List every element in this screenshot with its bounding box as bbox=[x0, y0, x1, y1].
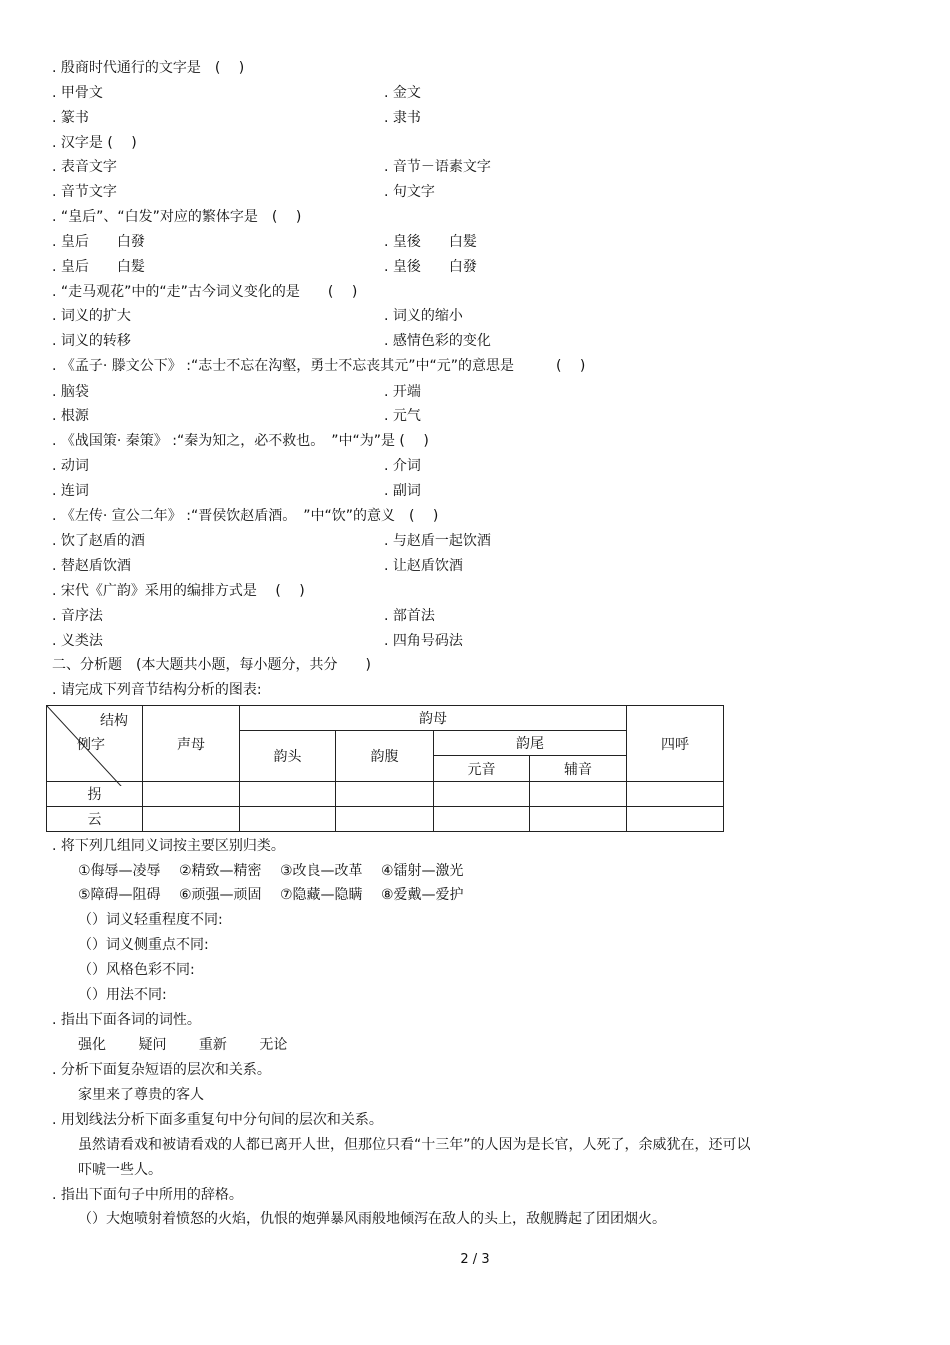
example-char-guai: 拐 bbox=[47, 782, 143, 807]
q4-stem: . “走马观花”中的“走”古今词义变化的是 ( ) bbox=[52, 284, 358, 300]
q3-option-a: . 皇后 白發 bbox=[52, 234, 145, 250]
q5-option-a: . 脑袋 bbox=[52, 384, 89, 400]
q2-option-c: . 音节文字 bbox=[52, 184, 117, 200]
blank-cell[interactable] bbox=[530, 807, 627, 832]
analysis-2-stem: . 将下列几组同义词按主要区别归类。 bbox=[52, 838, 285, 854]
q8-stem: . 宋代《广韵》采用的编排方式是 ( ) bbox=[52, 583, 305, 599]
q3-stem: . “皇后”、“白发”对应的繁体字是 ( ) bbox=[52, 209, 302, 225]
section-two-heading: 二、分析题 (本大题共小题，每小题分，共分 ) bbox=[52, 657, 371, 673]
category-3: （）风格色彩不同: bbox=[78, 962, 195, 978]
category-2: （）词义侧重点不同: bbox=[78, 937, 209, 953]
q3-option-c: . 皇后 白髮 bbox=[52, 259, 145, 275]
synonym-row-2: ⑤障碍—阻碍 ⑥顽强—顽固 ⑦隐藏—隐瞒 ⑧爱戴—爱护 bbox=[78, 887, 464, 903]
q5-option-c: . 根源 bbox=[52, 408, 89, 424]
q8-option-d: . 四角号码法 bbox=[384, 633, 463, 649]
analysis-1-stem: . 请完成下列音节结构分析的图表: bbox=[52, 682, 262, 698]
page-number: 2 / 3 bbox=[460, 1252, 490, 1267]
q4-option-a: . 词义的扩大 bbox=[52, 308, 131, 324]
q6-option-c: . 连词 bbox=[52, 483, 89, 499]
header-sihu: 四呼 bbox=[627, 706, 724, 782]
blank-cell[interactable] bbox=[627, 782, 724, 807]
q5-stem: . 《孟子· 滕文公下》 :“志士不忘在沟壑，勇士不忘丧其元”中“元”的意思是 ( ) bbox=[52, 358, 586, 374]
q7-stem: . 《左传· 宣公二年》 :“晋侯饮赵盾酒。 ”中“饮”的意义 ( ) bbox=[52, 508, 439, 524]
compound-sentence-line-2: 吓唬一些人。 bbox=[78, 1162, 162, 1178]
header-yunfu: 韵腹 bbox=[336, 731, 434, 782]
table-row bbox=[47, 782, 724, 807]
q1-option-c: . 篆书 bbox=[52, 110, 89, 126]
header-shengmu: 声母 bbox=[143, 706, 240, 782]
blank-cell[interactable] bbox=[240, 782, 336, 807]
header-yunmu: 韵母 bbox=[240, 706, 627, 731]
q5-option-d: . 元气 bbox=[384, 408, 421, 424]
q2-stem: . 汉字是 ( ) bbox=[52, 135, 137, 151]
blank-cell[interactable] bbox=[336, 807, 434, 832]
category-1: （）词义轻重程度不同: bbox=[78, 912, 223, 928]
analysis-3-stem: . 指出下面各词的词性。 bbox=[52, 1012, 201, 1028]
blank-cell[interactable] bbox=[336, 782, 434, 807]
q1-option-a: . 甲骨文 bbox=[52, 85, 103, 101]
q6-option-b: . 介词 bbox=[384, 458, 421, 474]
q8-option-a: . 音序法 bbox=[52, 608, 103, 624]
q2-option-a: . 表音文字 bbox=[52, 159, 117, 175]
header-yuanyin: 元音 bbox=[434, 756, 530, 782]
q7-option-d: . 让赵盾饮酒 bbox=[384, 558, 463, 574]
blank-cell[interactable] bbox=[434, 807, 530, 832]
word-list: 强化 疑问 重新 无论 bbox=[78, 1037, 288, 1053]
q8-option-b: . 部首法 bbox=[384, 608, 435, 624]
q3-option-d: . 皇後 白發 bbox=[384, 259, 477, 275]
table-corner-cell bbox=[47, 706, 143, 782]
synonym-row-1: ①侮辱—凌辱 ②精致—精密 ③改良—改革 ④镭射—激光 bbox=[78, 863, 464, 879]
category-4: （）用法不同: bbox=[78, 987, 167, 1003]
blank-cell[interactable] bbox=[240, 807, 336, 832]
table-row bbox=[47, 807, 724, 832]
q7-option-a: . 饮了赵盾的酒 bbox=[52, 533, 145, 549]
q6-stem: . 《战国策· 秦策》 :“秦为知之，必不救也。 ”中“为”是 ( ) bbox=[52, 433, 429, 449]
q4-option-d: . 感情色彩的变化 bbox=[384, 333, 491, 349]
q6-option-d: . 副词 bbox=[384, 483, 421, 499]
blank-cell[interactable] bbox=[434, 782, 530, 807]
example-char-yun: 云 bbox=[47, 807, 143, 832]
q3-option-b: . 皇後 白髮 bbox=[384, 234, 477, 250]
q7-option-b: . 与赵盾一起饮酒 bbox=[384, 533, 491, 549]
q7-option-c: . 替赵盾饮酒 bbox=[52, 558, 131, 574]
q4-option-b: . 词义的缩小 bbox=[384, 308, 463, 324]
analysis-6-stem: . 指出下面句子中所用的辞格。 bbox=[52, 1187, 243, 1203]
q5-option-b: . 开端 bbox=[384, 384, 421, 400]
q4-option-c: . 词义的转移 bbox=[52, 333, 131, 349]
compound-sentence-line-1: 虽然请看戏和被请看戏的人都已离开人世，但那位只看“十三年”的人因为是长官，人死了，余威犹在，还可以 bbox=[78, 1137, 751, 1153]
header-yuntou: 韵头 bbox=[240, 731, 336, 782]
blank-cell[interactable] bbox=[627, 807, 724, 832]
analysis-4-stem: . 分析下面复杂短语的层次和关系。 bbox=[52, 1062, 271, 1078]
q1-option-d: . 隶书 bbox=[384, 110, 421, 126]
q1-option-b: . 金文 bbox=[384, 85, 421, 101]
q8-option-c: . 义类法 bbox=[52, 633, 103, 649]
q2-option-b: . 音节－语素文字 bbox=[384, 159, 491, 175]
q1-stem: . 殷商时代通行的文字是 ( ) bbox=[52, 60, 245, 76]
q6-option-a: . 动词 bbox=[52, 458, 89, 474]
header-fuyin: 辅音 bbox=[530, 756, 627, 782]
blank-cell[interactable] bbox=[143, 782, 240, 807]
blank-cell[interactable] bbox=[530, 782, 627, 807]
blank-cell[interactable] bbox=[143, 807, 240, 832]
syllable-structure-table bbox=[46, 705, 724, 832]
header-yunwei: 韵尾 bbox=[434, 731, 627, 756]
q2-option-d: . 句文字 bbox=[384, 184, 435, 200]
corner-label-example: 例字 bbox=[77, 737, 105, 753]
rhetoric-sentence-1: （）大炮喷射着愤怒的火焰，仇恨的炮弹暴风雨般地倾泻在敌人的头上，敌舰腾起了团团烟火。 bbox=[78, 1211, 666, 1227]
complex-phrase: 家里来了尊贵的客人 bbox=[78, 1087, 204, 1103]
analysis-5-stem: . 用划线法分析下面多重复句中分句间的层次和关系。 bbox=[52, 1112, 383, 1128]
corner-label-structure: 结构 bbox=[100, 713, 128, 729]
